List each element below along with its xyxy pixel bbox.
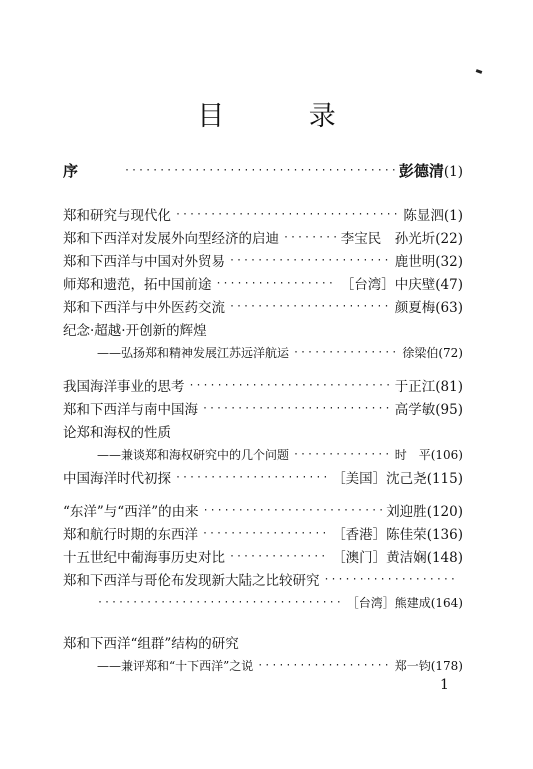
ink-mark	[476, 69, 483, 74]
toc-entry	[63, 227, 463, 247]
entry-author: 时 平	[394, 447, 431, 462]
entry-page: (115)	[426, 471, 463, 487]
entry-page: (1)	[443, 208, 463, 224]
dot-leader	[175, 209, 399, 220]
entry-title: 序	[63, 161, 79, 180]
entry-title: 郑和下西洋对发展外向型经济的启迪	[63, 231, 279, 247]
entry-page: (1)	[443, 163, 463, 180]
entry-title: 十五世纪中葡海事历史对比	[63, 550, 225, 566]
entry-author: ［澳门］黄洁娴	[332, 550, 427, 566]
dot-leader	[324, 574, 460, 585]
entry-author: ［台湾］熊建成	[346, 595, 431, 610]
entry-page: (178)	[430, 658, 463, 673]
toc-entry	[63, 546, 463, 566]
entry-author: ［香港］陈佳荣	[332, 527, 427, 543]
toc-entry	[63, 500, 463, 520]
toc-entry	[63, 296, 463, 316]
entry-author: 鹿世明	[394, 254, 436, 270]
entry-title: ——弘扬郑和精神发展江苏远洋航运	[97, 345, 290, 360]
entry-page: (47)	[435, 277, 463, 293]
entry-page: (32)	[435, 254, 463, 270]
entry-author: 高学敏	[394, 402, 436, 418]
entry-page: (120)	[426, 504, 463, 520]
dot-leader	[283, 232, 337, 243]
dot-leader	[175, 472, 328, 483]
entry-title: ——兼谈郑和海权研究中的几个问题	[97, 447, 290, 462]
entry-title: 师郑和遗范，拓中国前途	[63, 277, 212, 293]
toc-entry-subtitle	[97, 655, 463, 675]
toc-entry	[63, 160, 463, 180]
toc-entry	[63, 632, 463, 652]
entry-title: 纪念·超越·开创新的辉煌	[63, 323, 207, 339]
toc-entry	[63, 523, 463, 543]
entry-title: 中国海洋时代初探	[63, 471, 171, 487]
entry-author: 李宝民 孙光圻	[340, 231, 436, 247]
entry-author: 彭德清	[398, 161, 444, 180]
toc-entry	[63, 421, 463, 441]
entry-author: 郑一钧	[394, 658, 431, 673]
entry-author: 于正江	[394, 379, 436, 395]
entry-author: ［台湾］中庆壁	[340, 277, 436, 293]
entry-author: 颜夏梅	[394, 300, 436, 316]
toc-entry	[63, 273, 463, 293]
dot-leader	[202, 403, 391, 414]
dot-leader	[229, 551, 328, 562]
toc-entry	[63, 204, 463, 224]
entry-page: (22)	[435, 231, 463, 247]
entry-title: 郑和下西洋与中国对外贸易	[63, 254, 225, 270]
dot-leader	[203, 505, 383, 516]
dot-leader	[257, 660, 390, 671]
entry-title: 论郑和海权的性质	[63, 425, 171, 441]
toc-entry-subtitle	[97, 342, 463, 362]
entry-page: (63)	[435, 300, 463, 316]
entry-page: (164)	[430, 595, 463, 610]
toc-entry-continuation	[97, 592, 463, 612]
entry-title: 郑和研究与现代化	[63, 208, 171, 224]
entry-author: ［美国］沈己尧	[332, 471, 427, 487]
page-number: 1	[440, 677, 449, 693]
dot-leader	[293, 449, 391, 460]
toc-entry	[63, 398, 463, 418]
entry-author: 刘迎胜	[386, 504, 427, 520]
toc-entry	[63, 569, 463, 589]
page-title: 目 录	[197, 101, 374, 132]
entry-title: 郑和航行时期的东西洋	[63, 527, 198, 543]
toc-entry-subtitle	[97, 444, 463, 464]
entry-title: “东洋”与“西洋”的由来	[63, 504, 199, 520]
dot-leader	[202, 528, 328, 539]
toc-entry	[63, 250, 463, 270]
dot-leader	[229, 255, 391, 266]
dot-leader	[124, 165, 395, 176]
dot-leader	[97, 597, 343, 608]
entry-page: (81)	[435, 379, 463, 395]
entry-page: (148)	[426, 550, 463, 566]
dot-leader	[229, 301, 391, 312]
entry-title: 郑和下西洋与南中国海	[63, 402, 198, 418]
entry-page: (95)	[435, 402, 463, 418]
dot-leader	[216, 278, 337, 289]
entry-page: (106)	[430, 447, 463, 462]
entry-page: (72)	[438, 345, 463, 360]
toc-entry	[63, 467, 463, 487]
dot-leader	[293, 347, 398, 358]
entry-title: 我国海洋事业的思考	[63, 379, 185, 395]
entry-title: 郑和下西洋与中外医药交流	[63, 300, 225, 316]
entry-title: 郑和下西洋“组群”结构的研究	[63, 636, 239, 652]
toc-entry	[63, 319, 463, 339]
entry-title: 郑和下西洋与哥伦布发现新大陆之比较研究	[63, 573, 320, 589]
entry-page: (136)	[426, 527, 463, 543]
dot-leader	[189, 380, 391, 391]
entry-author: 徐梁伯	[402, 345, 439, 360]
entry-author: 陈显泗	[403, 208, 444, 224]
toc-entry	[63, 375, 463, 395]
entry-title: ——兼评郑和“十下西洋”之说	[97, 658, 254, 673]
